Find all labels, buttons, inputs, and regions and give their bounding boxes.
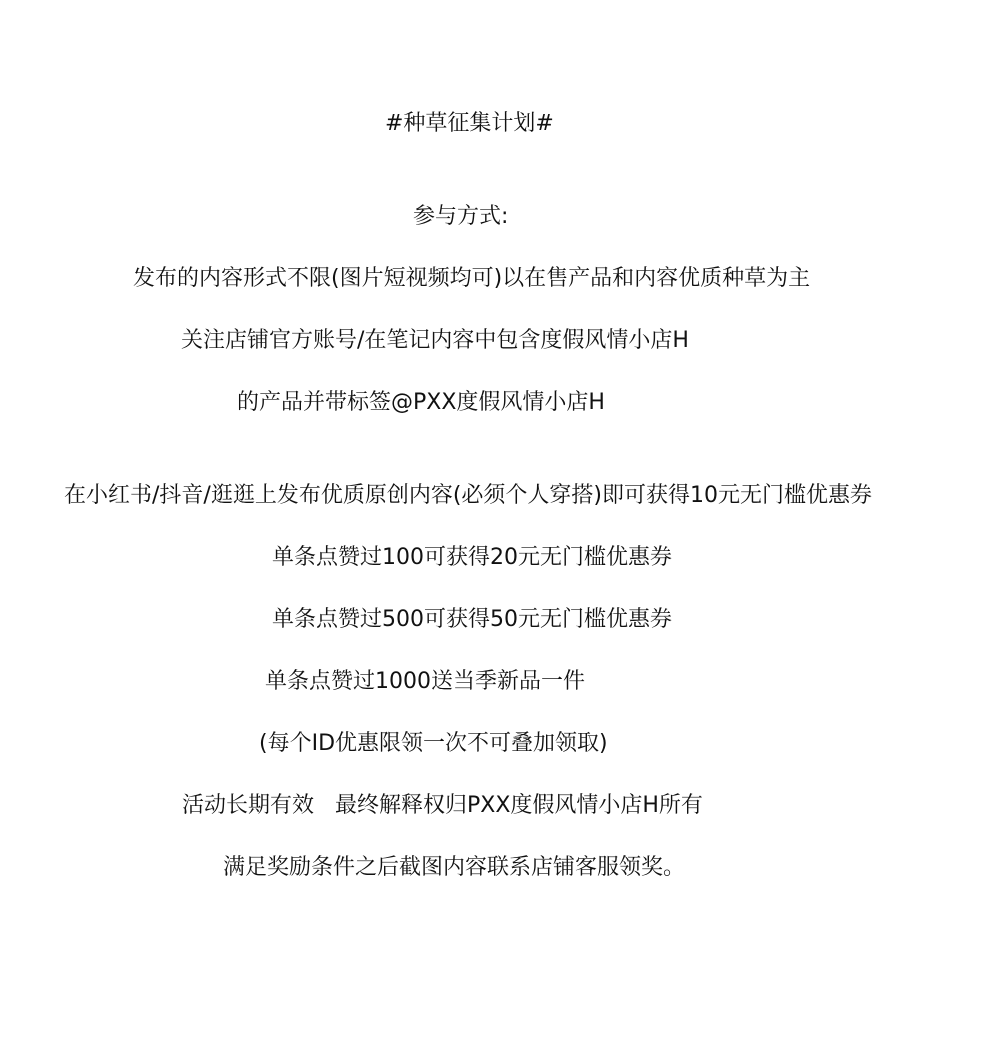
publish-reward-line: 在小红书/抖音/逛逛上发布优质原创内容(必须个人穿搭)即可获得10元无门槛优惠券 [64, 483, 872, 508]
content-format-line: 发布的内容形式不限(图片短视频均可)以在售产品和内容优质种草为主 [133, 266, 811, 291]
coupon-limit-note: (每个ID优惠限领一次不可叠加领取) [259, 731, 608, 756]
tag-requirement-line: 的产品并带标签@PXX度假风情小店H [237, 390, 605, 415]
activity-validity-line: 活动长期有效 最终解释权归PXX度假风情小店H所有 [182, 793, 703, 818]
document-title: #种草征集计划# [385, 111, 554, 136]
reward-500-likes-line: 单条点赞过500可获得50元无门槛优惠券 [272, 607, 672, 632]
reward-100-likes-line: 单条点赞过100可获得20元无门槛优惠券 [272, 545, 672, 570]
participation-heading: 参与方式: [413, 204, 509, 229]
claim-instruction-line: 满足奖励条件之后截图内容联系店铺客服领奖。 [223, 855, 686, 880]
follow-account-line: 关注店铺官方账号/在笔记内容中包含度假风情小店H [181, 328, 689, 353]
reward-1000-likes-line: 单条点赞过1000送当季新品一件 [265, 669, 585, 694]
